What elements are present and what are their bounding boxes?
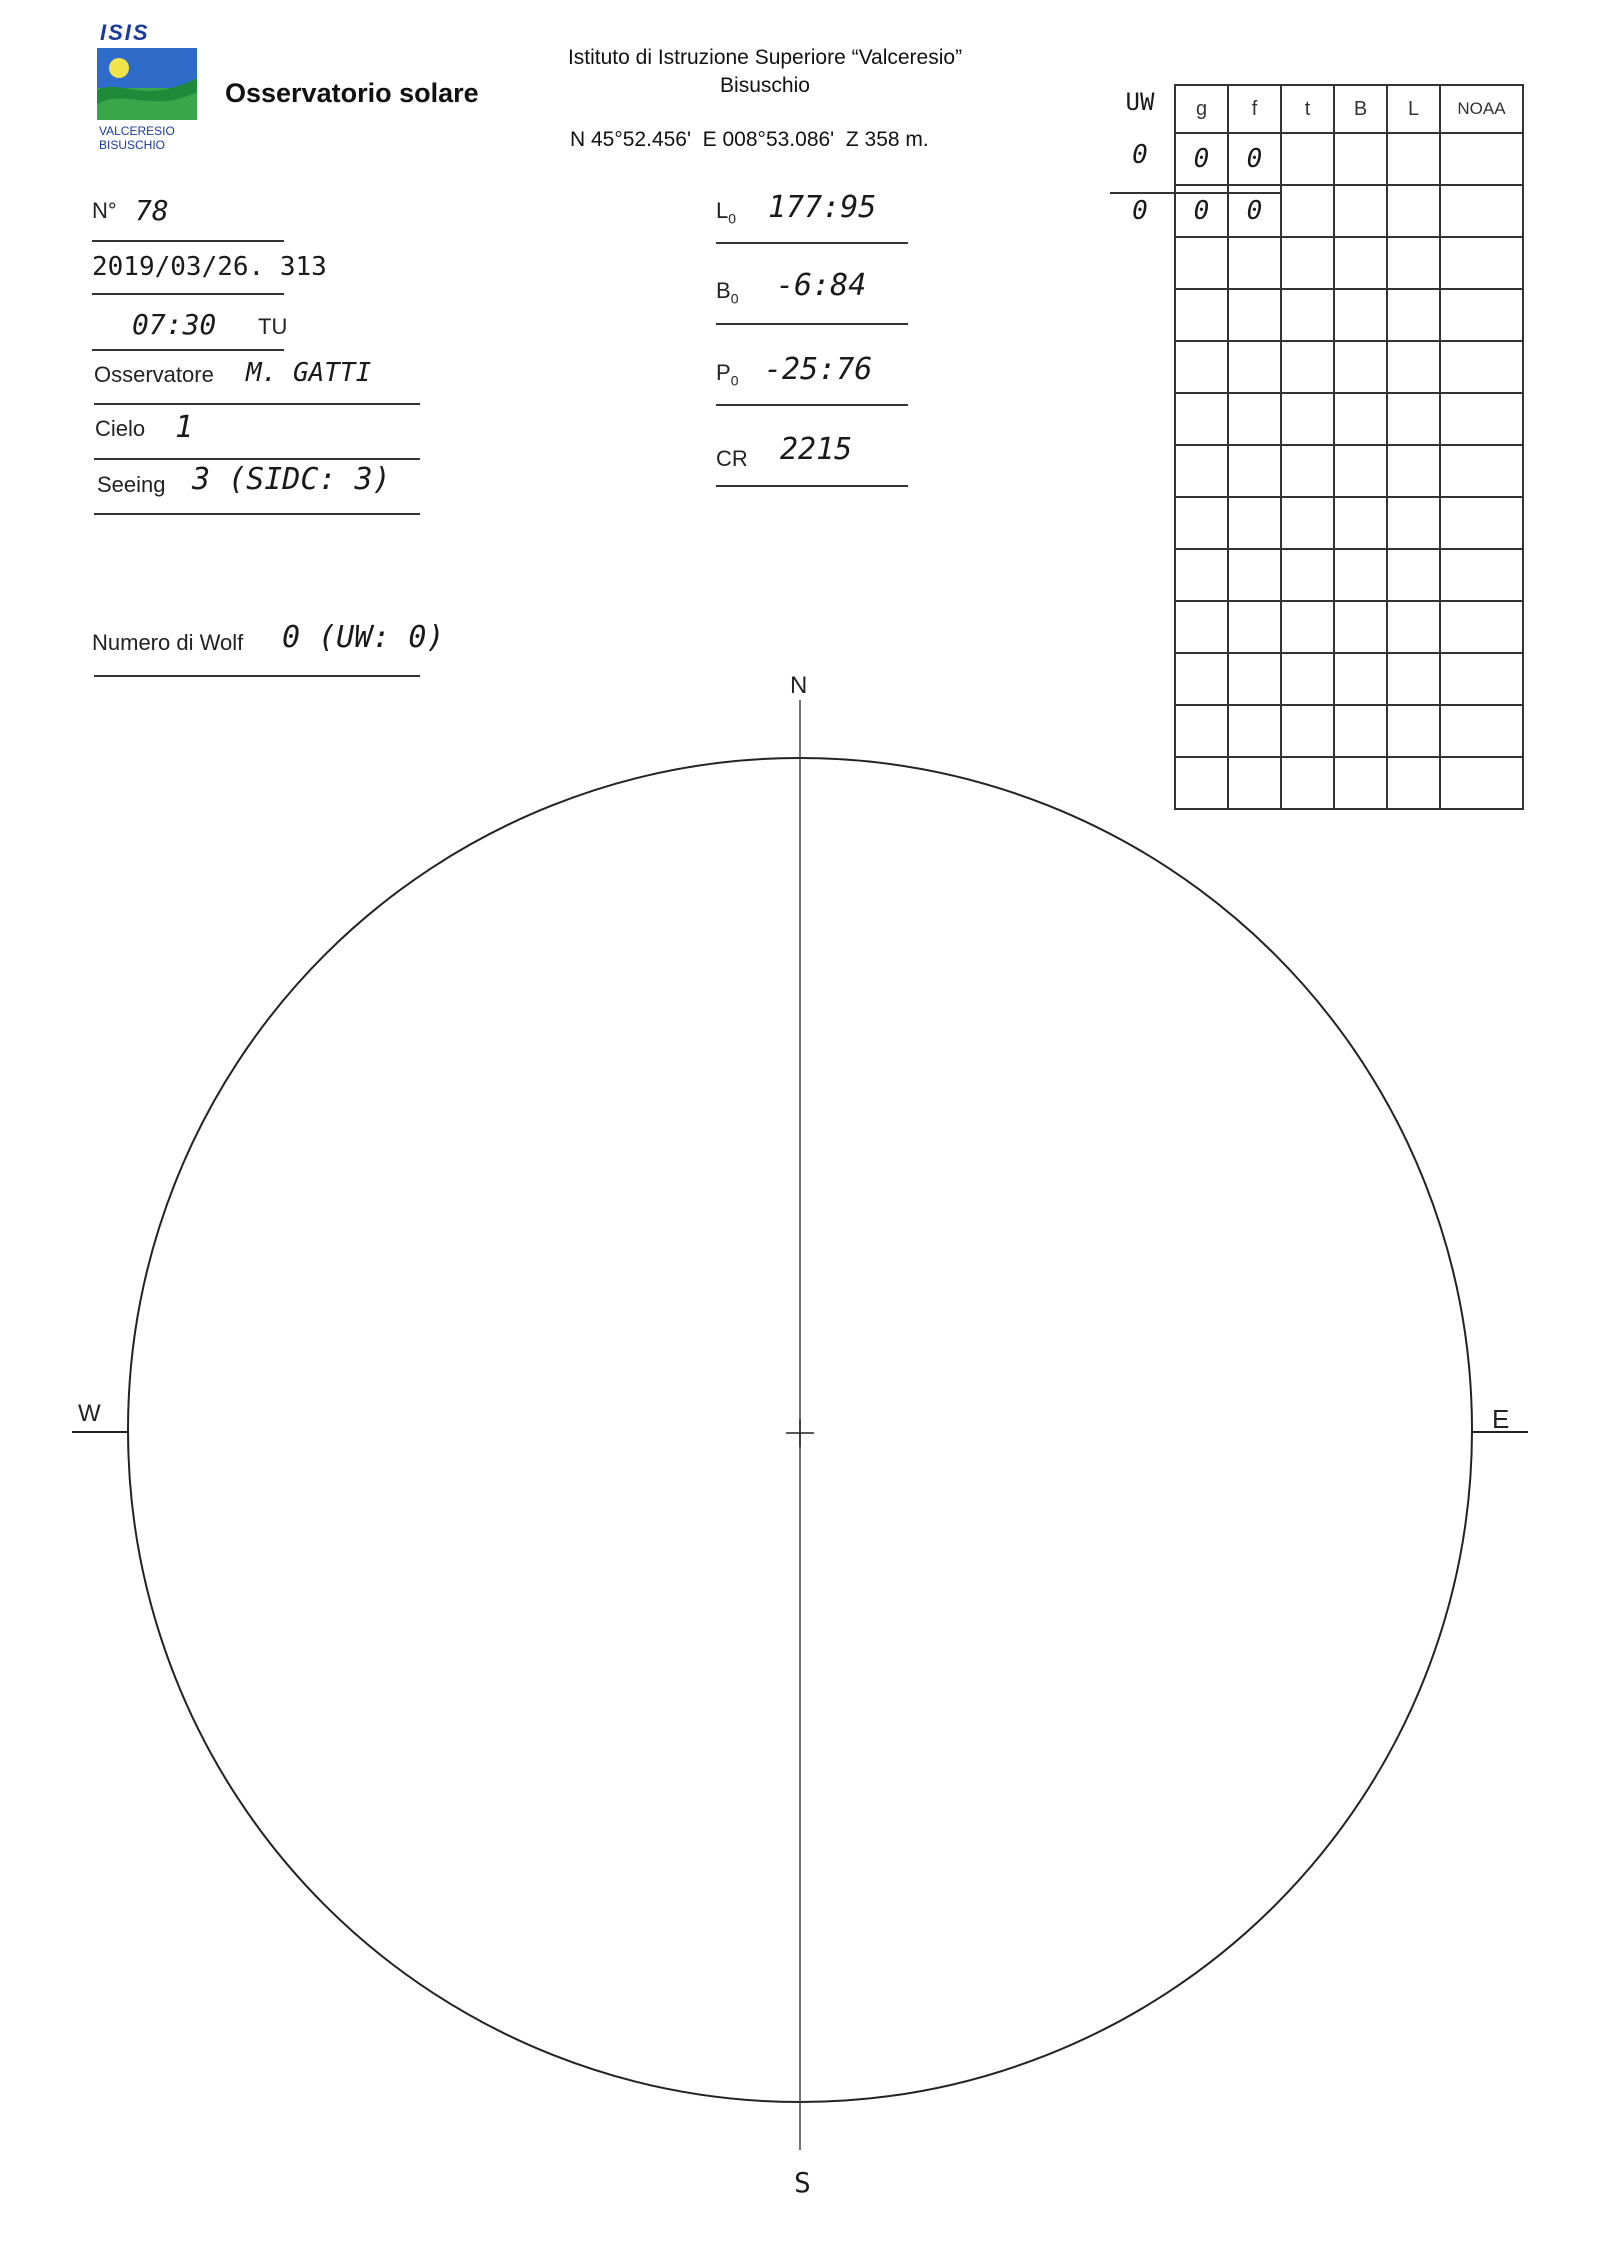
table-cell [1281, 601, 1334, 653]
l0-subscript: 0 [728, 210, 737, 227]
table-cell [1175, 549, 1228, 601]
table-cell [1175, 757, 1228, 809]
table-row [1175, 341, 1523, 393]
table-cell [1175, 705, 1228, 757]
institute-line-1: Istituto di Istruzione Superiore “Valceresio” [567, 46, 963, 69]
table-cell [1334, 757, 1387, 809]
table-cell [1440, 705, 1523, 757]
table-cell [1440, 549, 1523, 601]
table-cell [1334, 601, 1387, 653]
south-label: S [794, 2166, 811, 2199]
table-cell [1334, 341, 1387, 393]
table-cell [1440, 757, 1523, 809]
empty-rows [1175, 237, 1523, 809]
table-cell [1387, 393, 1440, 445]
table-cell [1387, 757, 1440, 809]
logo-brand-text: ISIS [100, 20, 150, 45]
table-row [1175, 549, 1523, 601]
table-cell [1387, 705, 1440, 757]
table-cell [1334, 185, 1387, 237]
b0-value: -6:84 [776, 268, 867, 303]
table-cell [1228, 653, 1281, 705]
l0-underline [716, 242, 908, 244]
table-cell [1387, 445, 1440, 497]
table-cell [1281, 653, 1334, 705]
spot-count-table [1174, 84, 1524, 810]
table-cell [1334, 549, 1387, 601]
p0-value: -25:76 [764, 352, 873, 387]
table-cell [1175, 445, 1228, 497]
table-cell [1175, 601, 1228, 653]
table-cell [1175, 289, 1228, 341]
wolf-number-value: 0 (UW: 0) [282, 620, 445, 655]
header-g: g [1175, 85, 1228, 133]
table-row [1175, 653, 1523, 705]
table-row [1175, 445, 1523, 497]
table-row [1175, 497, 1523, 549]
observatory-title: Osservatorio solare [225, 78, 479, 108]
table-cell [1334, 497, 1387, 549]
table-cell [1440, 653, 1523, 705]
table-cell [1175, 393, 1228, 445]
cr-value: 2215 [780, 432, 853, 467]
table-cell [1387, 653, 1440, 705]
table-cell [1281, 185, 1334, 237]
number-label: N° [92, 198, 117, 223]
observer-label: Osservatore [94, 362, 214, 387]
seeing-value: 3 (SIDC: 3) [192, 462, 391, 497]
logo-sub-2: BISUSCHIO [99, 138, 166, 152]
logo-sub-1: VALCERESIO [99, 124, 175, 138]
number-value: 78 [135, 194, 169, 227]
table-cell [1281, 341, 1334, 393]
p0-letter: P [716, 360, 731, 385]
b0-underline [716, 323, 908, 325]
table-cell [1228, 757, 1281, 809]
table-cell [1281, 705, 1334, 757]
institute-name [520, 44, 1010, 100]
table-cell [1440, 601, 1523, 653]
table-cell [1175, 653, 1228, 705]
sky-underline [94, 458, 420, 460]
table-cell [1334, 653, 1387, 705]
table-cell [1334, 393, 1387, 445]
table-cell [1334, 289, 1387, 341]
table-cell [1175, 237, 1228, 289]
p0-label [716, 360, 738, 388]
b0-label [716, 278, 738, 306]
table-cell [1228, 237, 1281, 289]
row2-f: 0 [1228, 185, 1281, 237]
seeing-underline [94, 513, 420, 515]
table-cell [1440, 341, 1523, 393]
time-value: 07:30 [132, 308, 217, 341]
uw-row1-value: 0 [1132, 140, 1148, 170]
logo-emblem-icon [97, 48, 201, 122]
table-row [1175, 289, 1523, 341]
table-cell [1281, 133, 1334, 185]
row1-f: 0 [1228, 133, 1281, 185]
east-label: E [1492, 1404, 1510, 1434]
table-cell [1281, 393, 1334, 445]
header-noaa: NOAA [1440, 85, 1523, 133]
row1-g: 0 [1175, 133, 1228, 185]
wolf-number-underline [94, 675, 420, 677]
observer-underline [94, 403, 420, 405]
header-t: t [1281, 85, 1334, 133]
l0-label [716, 198, 736, 226]
table-cell [1281, 289, 1334, 341]
uw-row2-value: 0 [1132, 196, 1148, 226]
time-underline [92, 349, 284, 351]
table-cell [1334, 445, 1387, 497]
table-cell [1228, 497, 1281, 549]
institute-line-2: Bisuschio [720, 74, 810, 97]
table-cell [1228, 705, 1281, 757]
p0-underline [716, 404, 908, 406]
table-cell [1281, 757, 1334, 809]
table-cell [1175, 341, 1228, 393]
table-cell [1281, 237, 1334, 289]
solar-disk-circle [128, 758, 1472, 2102]
table-cell [1228, 289, 1281, 341]
cr-label: CR [716, 446, 748, 471]
site-coordinates: N 45°52.456' E 008°53.086' Z 358 m. [570, 128, 929, 151]
table-header-row [1175, 85, 1523, 133]
table-cell [1387, 237, 1440, 289]
table-cell [1175, 497, 1228, 549]
header-f: f [1228, 85, 1281, 133]
sky-value: 1 [175, 410, 194, 445]
table-row [1175, 705, 1523, 757]
l0-letter: L [716, 198, 729, 223]
b0-subscript: 0 [730, 290, 739, 307]
table-cell [1334, 705, 1387, 757]
time-unit: TU [258, 314, 288, 339]
p0-subscript: 0 [730, 372, 739, 389]
observer-value: M. GATTI [246, 358, 372, 388]
table-cell [1228, 393, 1281, 445]
cr-underline [716, 485, 908, 487]
header-b: B [1334, 85, 1387, 133]
l0-value: 177:95 [768, 190, 877, 225]
table-cell [1228, 549, 1281, 601]
date-value: 2019/03/26. 313 [92, 252, 327, 282]
table-cell [1387, 289, 1440, 341]
table-cell [1387, 341, 1440, 393]
table-cell [1440, 185, 1523, 237]
table-row [1175, 237, 1523, 289]
table-cell [1387, 601, 1440, 653]
table-cell [1387, 185, 1440, 237]
table-row [1175, 185, 1523, 237]
table-cell [1281, 549, 1334, 601]
table-cell [1228, 601, 1281, 653]
table-row [1175, 133, 1523, 185]
table-cell [1387, 133, 1440, 185]
sky-label: Cielo [95, 416, 146, 441]
table-cell [1440, 133, 1523, 185]
header-l: L [1387, 85, 1440, 133]
table-cell [1334, 133, 1387, 185]
logo [95, 20, 205, 160]
wolf-number-label: Numero di Wolf [92, 630, 244, 655]
table-row [1175, 757, 1523, 809]
row2-g: 0 [1175, 185, 1228, 237]
table-cell [1387, 549, 1440, 601]
seeing-label: Seeing [97, 472, 166, 497]
north-label: N [790, 672, 808, 699]
table-cell [1440, 497, 1523, 549]
table-cell [1440, 237, 1523, 289]
table-cell [1334, 237, 1387, 289]
uw-header: UW [1125, 88, 1155, 116]
west-label: W [78, 1400, 101, 1427]
table-cell [1281, 497, 1334, 549]
date-underline [92, 293, 284, 295]
table-cell [1387, 497, 1440, 549]
table-row [1175, 393, 1523, 445]
table-cell [1281, 445, 1334, 497]
table-cell [1228, 341, 1281, 393]
table-cell [1440, 393, 1523, 445]
table-cell [1440, 445, 1523, 497]
table-cell [1440, 289, 1523, 341]
table-row [1175, 601, 1523, 653]
table-cell [1228, 445, 1281, 497]
b0-letter: B [716, 278, 731, 303]
number-underline [92, 240, 284, 242]
